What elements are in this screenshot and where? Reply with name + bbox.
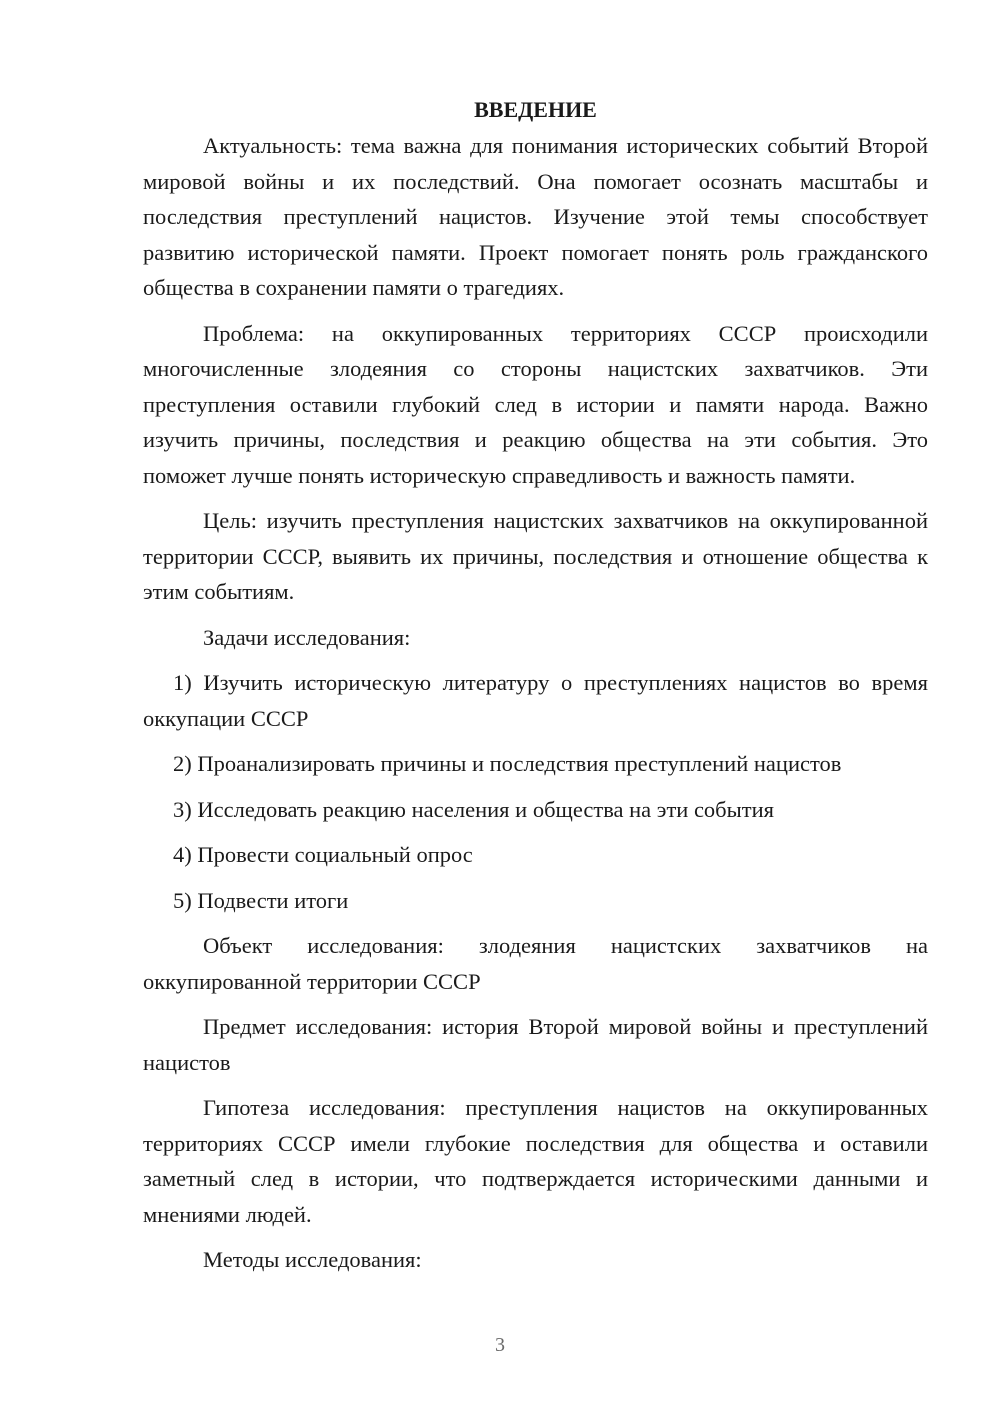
task-item: 1) Изучить историческую литературу о преступлениях нацистов во время оккупации СССР — [143, 670, 928, 731]
paragraph-problem: Проблема: на оккупированных территориях СССР происходили многочисленные злодеяния со стороны нацистских захватчиков. Эти преступления оставили глубокий след в истории и памяти народа. Важно изучить причины, последствия и реакцию общества на эти события. Это поможет лучше понять историческую справедливость и важность памяти. — [143, 320, 928, 488]
tasks-heading: Задачи исследования: — [203, 624, 411, 650]
paragraph-subject: Предмет исследования: история Второй мировой войны и преступлений нацистов — [143, 1014, 928, 1075]
page-number: 3 — [495, 1334, 505, 1356]
paragraph-hypothesis: Гипотеза исследования: преступления нацистов на оккупированных территориях СССР имели глубокие последствия для общества и оставили заметный след в истории, что подтверждается историческими данными и мнениями людей. — [143, 1095, 928, 1227]
task-item: 2) Проанализировать причины и последствия преступлений нацистов — [173, 751, 842, 776]
task-item: 4) Провести социальный опрос — [173, 842, 473, 867]
paragraph-relevance: Актуальность: тема важна для понимания исторических событий Второй мировой войны и их последствий. Она помогает осознать масштабы и последствия преступлений нацистов. Изучение этой темы способствует развитию исторической памяти. Проект помогает понять роль гражданского общества в сохранении памяти о трагедиях. — [143, 133, 928, 300]
task-item: 5) Подвести итоги — [173, 887, 349, 913]
paragraph-goal: Цель: изучить преступления нацистских захватчиков на оккупированной территории СССР, выявить их причины, последствия и отношение общества к этим событиям. — [143, 508, 928, 604]
page-title: ВВЕДЕНИЕ — [474, 97, 597, 122]
document-page — [143, 92, 928, 1288]
paragraph-object: Объект исследования: злодеяния нацистских захватчиков на оккупированной территории СССР — [143, 933, 928, 994]
task-item: 3) Исследовать реакцию населения и общества на эти события — [173, 796, 774, 822]
methods-heading: Методы исследования: — [203, 1247, 422, 1272]
